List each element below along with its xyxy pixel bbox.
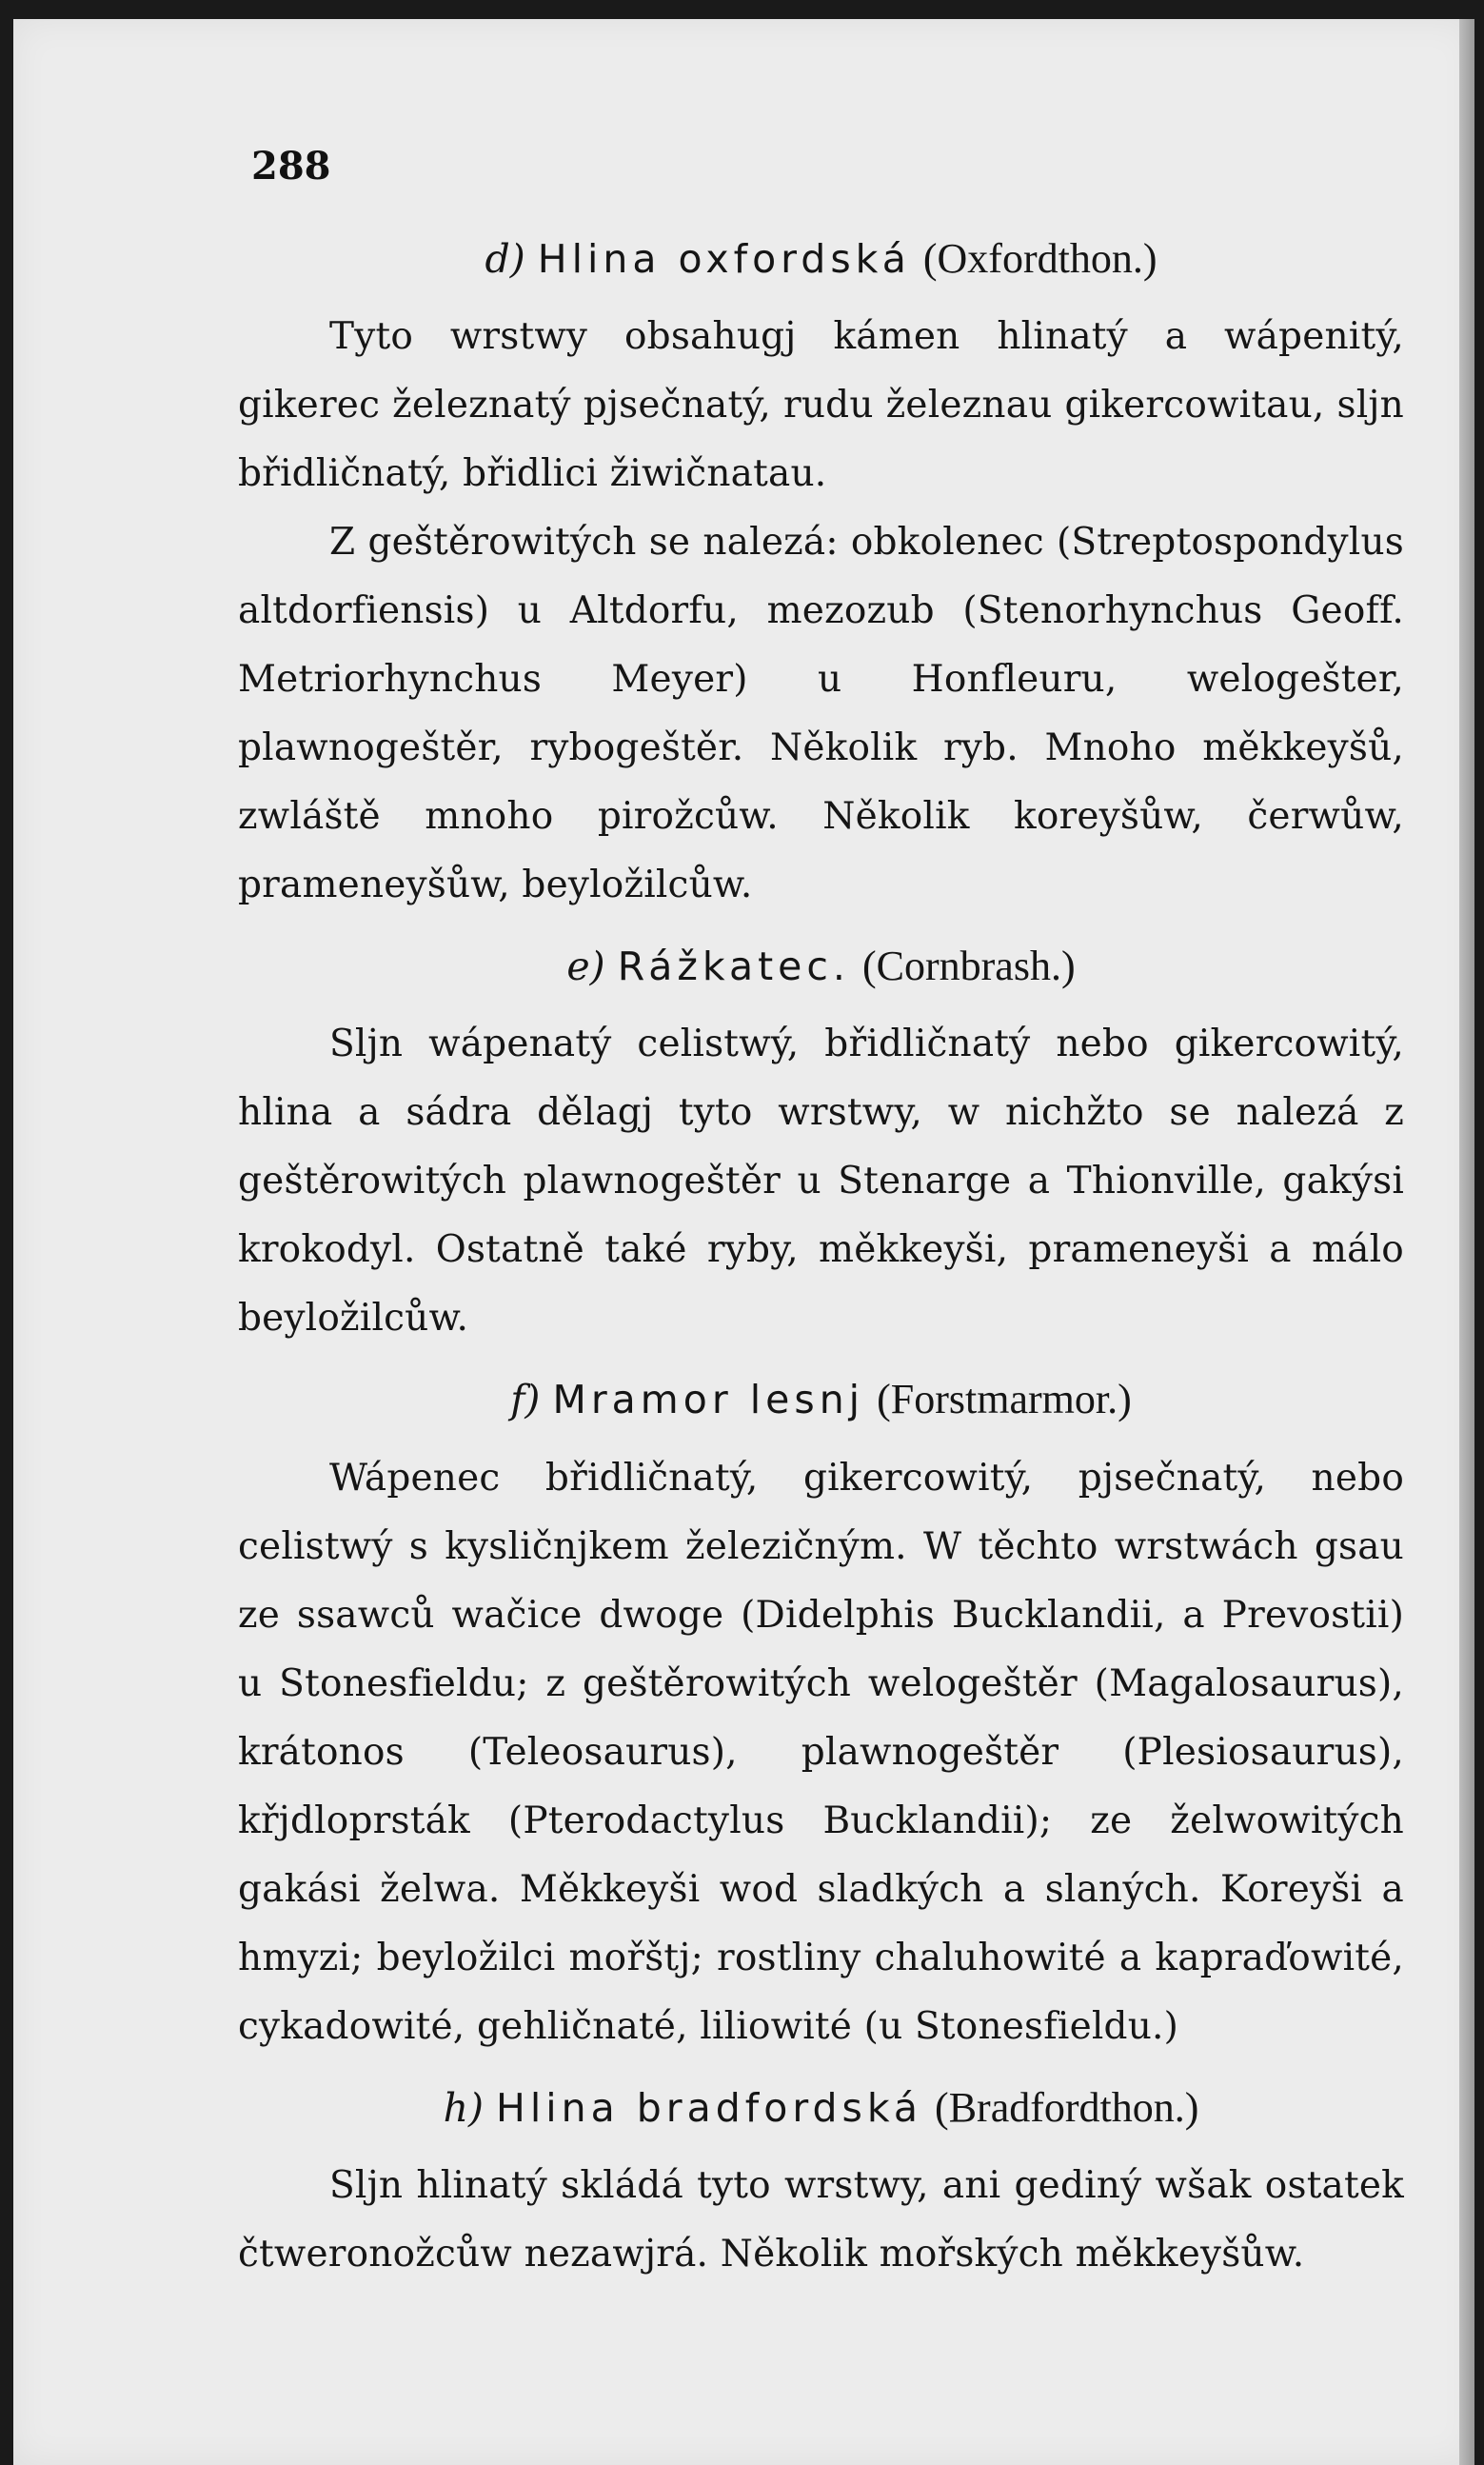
section-letter: f) [510, 1377, 541, 1423]
section-heading-h [238, 2080, 1404, 2135]
section-title-latin: (Bradfordthon.) [935, 2083, 1199, 2131]
paragraph: Sljn hlinatý skládá tyto wrstwy, ani gediný wšak ostatek čtweronožcůw nezawjrá. Několik mořských měkkeyšůw. [238, 2163, 1404, 2276]
page-edge [1459, 19, 1474, 2465]
paragraph: Z geštěrowitých se nalezá: obkolenec (Streptospondylus altdorfiensis) u Altdorfu, mezozub (Stenorhynchus Geoff. Metriorhynchus Meyer) u Honfleuru, welogešter, plawnogeštěr, rybogeštěr. Několik ryb. Mnoho měkkeyšů, zwláště mnoho pirožcůw. Několik koreyšůw, čerwůw, prameneyšůw, beyložilcůw. [238, 521, 1404, 907]
section-letter: h) [443, 2084, 484, 2131]
section-heading-d [238, 231, 1404, 286]
section-title-czech: Hlina bradfordská [496, 2084, 922, 2131]
section-letter: d) [485, 236, 525, 282]
section-title-czech: Hlina oxfordská [537, 236, 911, 282]
section-heading-f [238, 1372, 1404, 1426]
section-heading-e [238, 939, 1404, 993]
paragraph: Tyto wrstwy obsahugj kámen hlinatý a wápenitý, gikerec železnatý pjsečnatý, rudu železnau gikercowitau, sljn břidličnatý, břidlici žiwičnatau. [238, 315, 1404, 496]
section-title-latin: (Cornbrash.) [862, 943, 1076, 990]
section-title-latin: (Forstmarmor.) [877, 1376, 1132, 1423]
section-title-czech: Mramor lesnj [552, 1377, 865, 1423]
section-title-latin: (Oxfordthon.) [922, 235, 1158, 282]
paragraph: Wápenec břidličnatý, gikercowitý, pjsečnatý, nebo celistwý s kysličnjkem železičným. W těchto wrstwách gsau ze ssawců wačice dwoge (Didelphis Bucklandii, a Prevostii) u Stonesfieldu; z geštěrowitých welogeštěr (Magalosaurus), krátonos (Teleosaurus), plawnogeštěr (Plesiosaurus), křjdloprsták (Pterodactylus Bucklandii); ze želwowitých gakási želwa. Měkkeyši wod sladkých a slaných. Koreyši a hmyzi; beyložilci mořštj; rostliny chaluhowité a kapraďowité, cykadowité, gehličnaté, liliowité (u Stonesfieldu.) [238, 1456, 1404, 2048]
paragraph: Sljn wápenatý celistwý, břidličnatý nebo gikercowitý, hlina a sádra dělagj tyto wrstwy, w nichžto se nalezá z geštěrowitých plawnogeštěr u Stenarge a Thionville, gakýsi krokodyl. Ostatně také ryby, měkkeyši, prameneyši a málo beyložilcůw. [238, 1023, 1404, 1341]
text-block [238, 144, 1404, 2308]
section-letter: e) [566, 944, 605, 990]
page-number: 288 [251, 144, 331, 189]
book-page [13, 19, 1474, 2465]
section-title-czech: Rážkatec. [617, 944, 850, 990]
